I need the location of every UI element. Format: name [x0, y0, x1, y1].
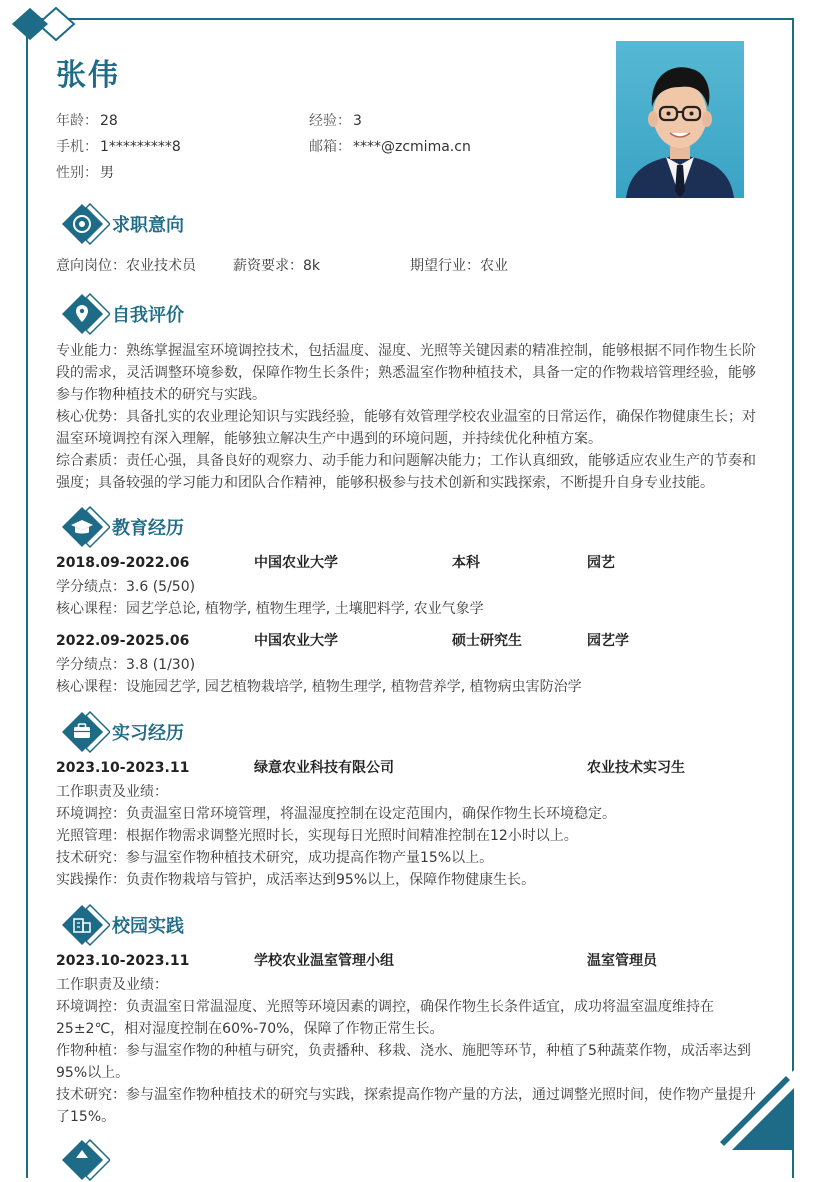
campus-period: 2023.10-2023.11	[56, 953, 190, 969]
edu-1-degree: 本科	[452, 555, 480, 571]
edu-1-gpa: 学分绩点：3.6 (5/50)	[56, 579, 196, 595]
briefcase-icon	[60, 710, 110, 754]
edu-1-courses: 核心课程：园艺学总论, 植物学, 植物生理学, 土壤肥料学, 农业气象学	[56, 601, 484, 617]
graduation-cap-icon	[60, 505, 110, 549]
campus-paragraph-1: 环境调控：负责温室日常温湿度、光照等环境因素的调控，确保作物生长条件适宜，成功将温室温度维持在25±2℃，相对湿度控制在60%-70%，保障了作物正常生长。	[56, 999, 714, 1037]
candidate-name: 张伟	[56, 58, 120, 93]
experience-row: 经验： 3	[309, 113, 362, 129]
profile-photo	[616, 41, 744, 198]
gender-row: 性别： 男	[56, 165, 114, 181]
edu-2-school: 中国农业大学	[254, 633, 338, 649]
campus-paragraph-2: 作物种植：参与温室作物的种植与研究，负责播种、移栽、浇水、施肥等环节，种植了5种蔬菜作物，成活率达到95%以上。	[56, 1043, 751, 1081]
internship-role: 农业技术实习生	[587, 760, 685, 776]
intent-row	[56, 255, 766, 277]
intent-position: 意向岗位：农业技术员	[56, 258, 196, 274]
edu-2-gpa: 学分绩点：3.8 (1/30)	[56, 657, 196, 673]
section-self-eval-title: 自我评价	[112, 305, 184, 326]
building-icon	[60, 903, 110, 947]
intent-salary: 薪资要求：8k	[233, 258, 321, 274]
age-row: 年龄： 28	[56, 113, 118, 129]
target-icon	[60, 202, 110, 246]
self-eval-paragraph-2: 核心优势：具备扎实的农业理论知识与实践经验，能够有效管理学校农业温室的日常运作，确保作物健康生长；对温室环境调控有深入理解，能够独立解决生产中遇到的环境问题，并持续优化种植方案。	[56, 409, 756, 447]
section-campus-title: 校园实践	[112, 916, 184, 937]
internship-entry-header	[56, 757, 766, 779]
corner-diamond-decoration	[10, 4, 80, 44]
internship-line-1: 环境调控：负责温室日常环境管理，将温湿度控制在设定范围内，确保作物生长环境稳定。	[56, 806, 616, 822]
internship-company: 绿意农业科技有限公司	[254, 760, 394, 776]
edu-1-school: 中国农业大学	[254, 555, 338, 571]
section-internship-title: 实习经历	[112, 723, 184, 744]
education-entry-1	[56, 552, 766, 574]
edu-2-major: 园艺学	[587, 633, 629, 649]
internship-line-0: 工作职责及业绩：	[56, 784, 168, 800]
phone-row: 手机： 1*********8	[56, 139, 181, 155]
section-badge-icon	[60, 1138, 110, 1182]
location-pin-icon	[60, 292, 110, 336]
self-eval-paragraph-1: 专业能力：熟练掌握温室环境调控技术，包括温度、湿度、光照等关键因素的精准控制，能够根据不同作物生长阶段的需求，灵活调整环境参数，保障作物生长条件；熟悉温室作物种植技术，具备一定的作物栽培管理经验，能够参与作物种植技术的研究与实践。	[56, 343, 756, 403]
intent-industry: 期望行业：农业	[410, 258, 508, 274]
edu-2-degree: 硕士研究生	[452, 633, 522, 649]
internship-line-4: 实践操作：负责作物栽培与管护，成活率达到95%以上，保障作物健康生长。	[56, 872, 536, 888]
self-eval-paragraph-3: 综合素质：责任心强，具备良好的观察力、动手能力和问题解决能力；工作认真细致，能够适应农业生产的节奏和强度；具备较强的学习能力和团队合作精神，能够积极参与技术创新和实践探索，不断提升自身专业技能。	[56, 453, 756, 491]
edu-1-major: 园艺	[587, 555, 615, 571]
education-entry-2	[56, 630, 766, 652]
campus-line-0: 工作职责及业绩：	[56, 977, 168, 993]
edu-2-courses: 核心课程：设施园艺学, 园艺植物栽培学, 植物生理学, 植物营养学, 植物病虫害防治学	[56, 679, 582, 695]
internship-line-3: 技术研究：参与温室作物种植技术研究，成功提高作物产量15%以上。	[56, 850, 494, 866]
section-intent-title: 求职意向	[112, 215, 184, 236]
campus-entry-header	[56, 950, 766, 972]
internship-line-2: 光照管理：根据作物需求调整光照时长，实现每日光照时间精准控制在12小时以上。	[56, 828, 578, 844]
edu-1-period: 2018.09-2022.06	[56, 555, 190, 571]
email-row: 邮箱： ****@zcmima.cn	[309, 139, 471, 155]
portrait-illustration	[616, 41, 744, 198]
campus-org: 学校农业温室管理小组	[254, 953, 394, 969]
edu-2-period: 2022.09-2025.06	[56, 633, 190, 649]
campus-paragraph-3: 技术研究：参与温室作物种植技术的研究与实践，探索提高作物产量的方法，通过调整光照时间，使作物产量提升了15%。	[56, 1087, 756, 1125]
campus-role: 温室管理员	[587, 953, 657, 969]
internship-period: 2023.10-2023.11	[56, 760, 190, 776]
section-education-title: 教育经历	[112, 518, 184, 539]
